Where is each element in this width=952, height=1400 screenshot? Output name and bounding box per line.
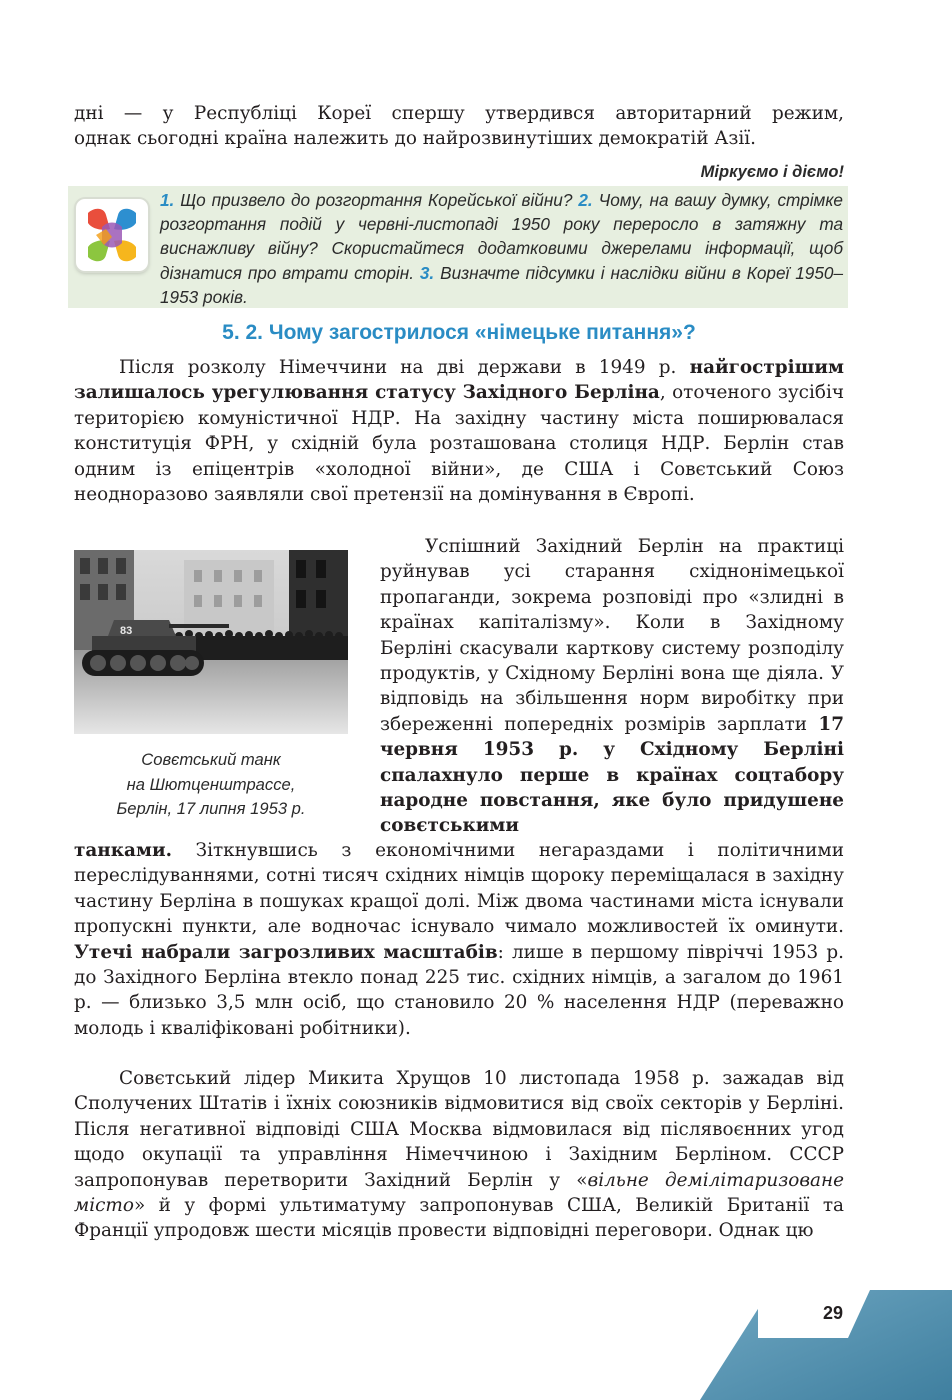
- page-number: 29: [822, 1303, 844, 1323]
- intro-line-1: дні — у Республіці Кореї спершу утвердився авторитарний режим,: [74, 103, 844, 124]
- tasks-title: Міркуємо і діємо!: [700, 163, 844, 181]
- paragraph-2-part-a: Успішний Західний Берлін на практиці руйнував усі старання східнонімецької пропаганди, зокрема розповіді про «злидні в країнах капіталізму». Коли в Західному Берліні скасували карткову систему розподілу продуктів, у Східному Берліні вона ще діяла. У відповідь на збільшення норм виробітку при збереженні попередніх розмірів зарплати: [380, 536, 844, 735]
- task-1-number: 1.: [160, 190, 175, 210]
- paragraph-2-bold-1: 17 червня 1953 р. у Східному Берліні спалахнуло перше в країнах соцтабору народне повстання, яке було придушене совєтськими: [380, 713, 844, 837]
- paragraph-3-part-c: » й у формі ультиматуму запропонував США, Великій Британії та Франції упродовж шести місяців провести відповідні переговори. Однак цю: [74, 1195, 844, 1242]
- intro-line-2: однак сьогодні країна належить до найрозвинутіших демократій Азії.: [74, 128, 756, 149]
- paragraph-2-bold-3: Утечі набрали загрозливих масштабів: [74, 941, 498, 963]
- paragraph-2-part-f: : лише в першому півріччі 1953 р. до Західного Берліна втекло понад 225 тис. східних німців, а загалом до 1961 р. — близько 3,5 млн осіб, що становило 20 % населення НДР (переважно молодь і кваліфіковані робітники).: [74, 941, 844, 1039]
- caption-line-3: Берлін, 17 липня 1953 р.: [116, 799, 306, 818]
- task-3-text: Визначте підсумки і наслідки війни в Кореї 1950–1953 років.: [160, 262, 844, 307]
- task-2-number: 2.: [578, 190, 593, 210]
- tank-number: 83: [120, 625, 133, 637]
- paragraph-1-part-c: , оточеного зусібіч територією комуністичної НДР. На західну частину міста поширювалася конституція ФРН, у східній була розташована столиця НДР. Берлін став одним із епіцентрів «холодної війни», де США і Совєтський Союз неодноразово заявляли свої претензії на домінування в Європі.: [74, 382, 844, 506]
- paragraph-1-bold: найгострішим залишалось урегулювання статусу Західного Берліна: [74, 357, 844, 404]
- task-2-text: Чому, на вашу думку, стрімке розгортання подій у червні-листопаді 1950 року переросло в затяжну та виснажливу війну? Скористайтеся додатковими джерелами інформації, щоб дізнатися про втрати сторін.: [160, 190, 843, 283]
- paragraph-2-part-d: Зіткнувшись з економічними негараздами і політичними переслідуваннями, сотні тисяч східних німців щороку переміщалася в західну частину Берліна в пошуках кращої долі. Між двома частинами міста існували пропускні пункти, але водночас існувало чимало можливостей їх оминути.: [74, 840, 844, 938]
- paragraph-2-bold-2: танками.: [74, 840, 172, 861]
- paragraph-3-italic: вільне демілітаризоване місто: [74, 1169, 844, 1217]
- paragraph-3-part-a: Совєтський лідер Микита Хрущов 10 листопада 1958 р. зажадав від Сполучених Штатів і їхніх союзників відмовитися від своїх секторів у Берліні. Після негативної відповіді США Москва відмовилася від післявоєнних угод щодо окупації та управління Німеччиною і Західним Берліном. СССР запропонував перетворити Західний Берлін у «: [74, 1068, 844, 1191]
- paragraph-1-part-a: Після розколу Німеччини на дві держави в 1949 р.: [119, 357, 690, 378]
- task-3-number: 3.: [419, 262, 435, 283]
- task-1-text: Що призвело до розгортання Корейської війни?: [180, 190, 573, 210]
- section-heading: 5. 2. Чому загострилося «німецьке питання»?: [222, 321, 696, 344]
- caption-line-2: на Шютценштрассе,: [126, 774, 296, 794]
- caption-line-1: Совєтський танк: [141, 750, 281, 769]
